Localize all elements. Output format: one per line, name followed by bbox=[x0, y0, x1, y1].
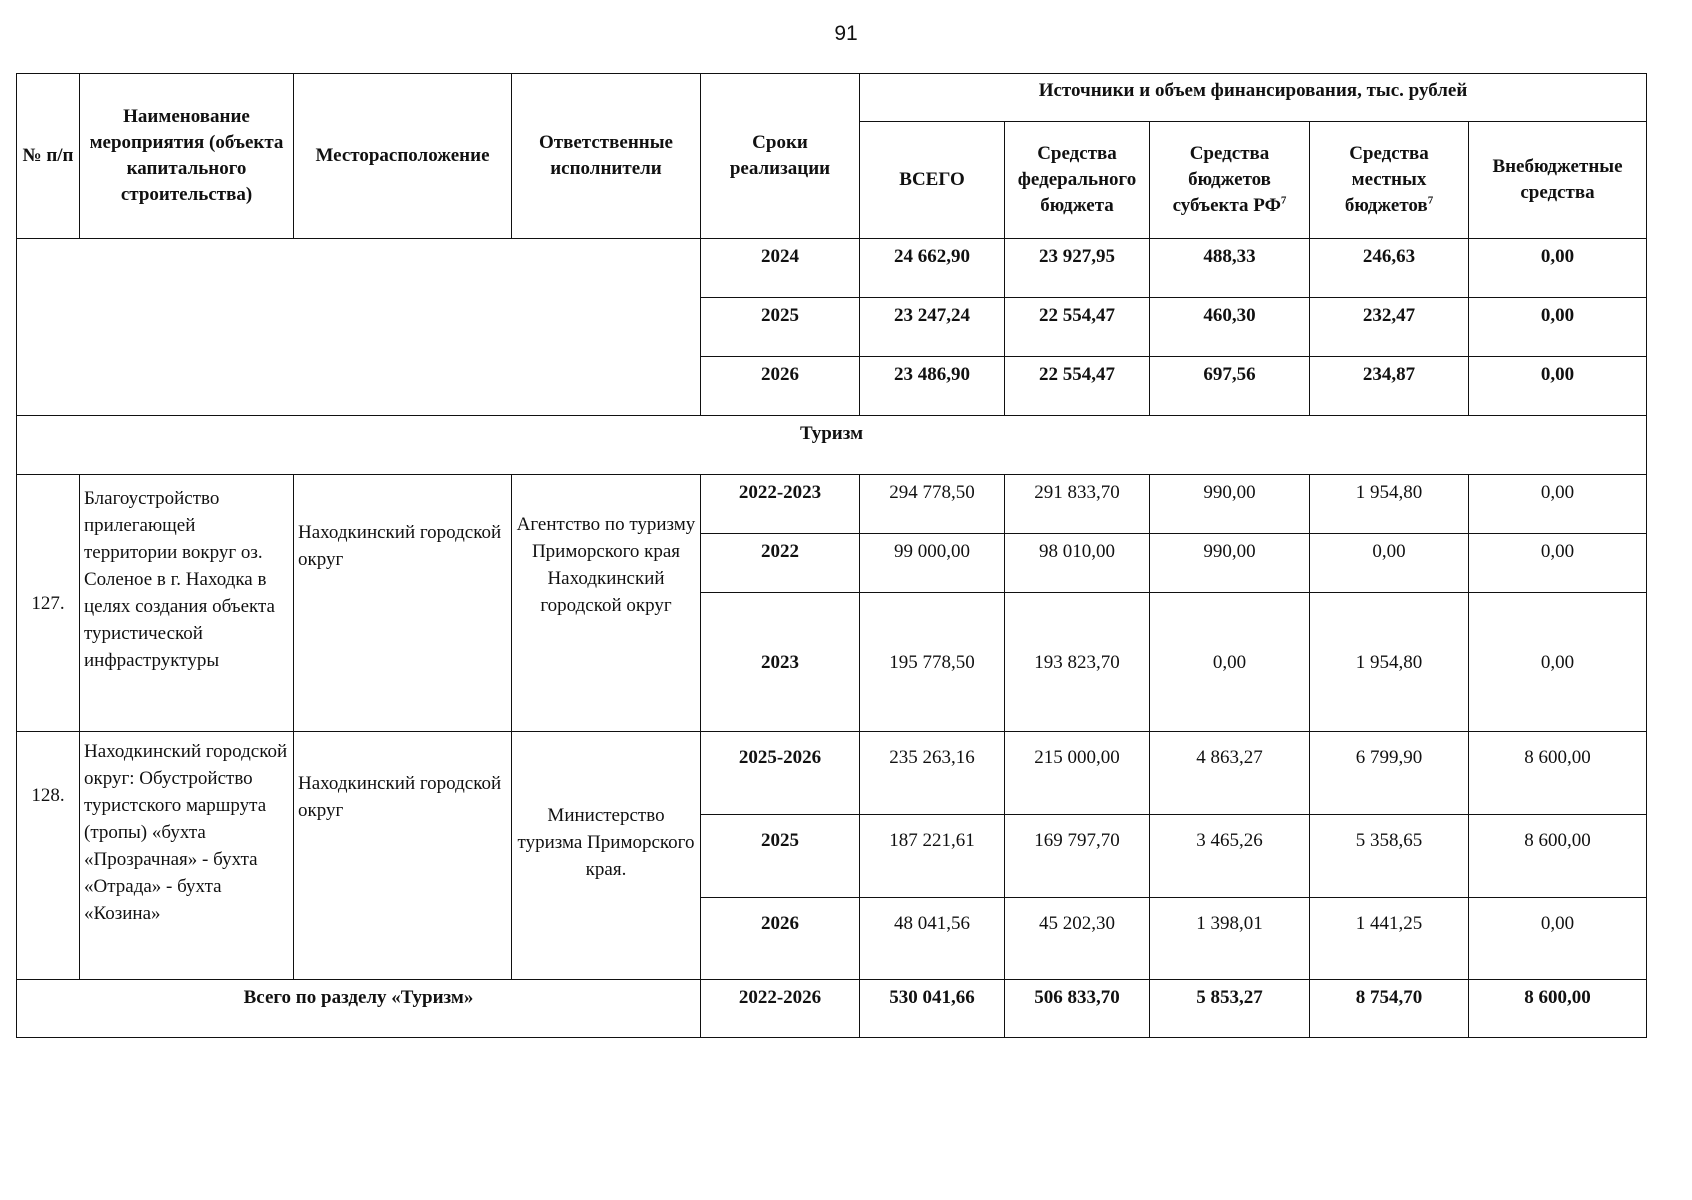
header-location: Месторасположение bbox=[294, 74, 512, 239]
cell-subject: 1 398,01 bbox=[1150, 898, 1310, 980]
header-total: ВСЕГО bbox=[860, 122, 1005, 239]
cell-total: 294 778,50 bbox=[860, 475, 1005, 534]
header-subject-text: Средства бюджетов субъекта РФ bbox=[1172, 143, 1281, 216]
cell-subject: 990,00 bbox=[1150, 475, 1310, 534]
cell-off: 0,00 bbox=[1469, 534, 1647, 593]
cell-local: 1 954,80 bbox=[1310, 593, 1469, 732]
cell-year: 2023 bbox=[701, 593, 860, 732]
empty-merged-cell bbox=[17, 239, 701, 416]
item-name: Находкинский городской округ: Обустройство туристского маршрута (тропы) «бухта «Прозрачная» - бухта «Отрада» - бухта «Козина» bbox=[80, 732, 294, 980]
item-number: 128. bbox=[17, 732, 80, 980]
cell-year: 2025 bbox=[701, 298, 860, 357]
cell-federal: 45 202,30 bbox=[1005, 898, 1150, 980]
header-federal: Средства федерального бюджета bbox=[1005, 122, 1150, 239]
cell-local: 1 441,25 bbox=[1310, 898, 1469, 980]
cell-total: 24 662,90 bbox=[860, 239, 1005, 298]
cell-total: 23 486,90 bbox=[860, 357, 1005, 416]
financing-table bbox=[16, 73, 1647, 1038]
cell-federal: 22 554,47 bbox=[1005, 298, 1150, 357]
item-executors: Агентство по туризму Приморского края Находкинский городской округ bbox=[512, 475, 701, 732]
cell-local: 246,63 bbox=[1310, 239, 1469, 298]
cell-federal: 22 554,47 bbox=[1005, 357, 1150, 416]
item-number: 127. bbox=[17, 475, 80, 732]
table-row bbox=[17, 475, 1647, 534]
section-row bbox=[17, 416, 1647, 475]
cell-total: 48 041,56 bbox=[860, 898, 1005, 980]
cell-year: 2026 bbox=[701, 357, 860, 416]
header-local bbox=[1310, 122, 1469, 239]
header-sources: Источники и объем финансирования, тыс. рублей bbox=[860, 74, 1647, 122]
cell-subject: 3 465,26 bbox=[1150, 815, 1310, 898]
cell-total: 235 263,16 bbox=[860, 732, 1005, 815]
cell-federal: 98 010,00 bbox=[1005, 534, 1150, 593]
summary-local: 8 754,70 bbox=[1310, 980, 1469, 1038]
cell-subject: 0,00 bbox=[1150, 593, 1310, 732]
cell-off: 0,00 bbox=[1469, 298, 1647, 357]
cell-year: 2024 bbox=[701, 239, 860, 298]
header-num: № п/п bbox=[17, 74, 80, 239]
cell-total: 187 221,61 bbox=[860, 815, 1005, 898]
cell-federal: 23 927,95 bbox=[1005, 239, 1150, 298]
summary-off: 8 600,00 bbox=[1469, 980, 1647, 1038]
cell-federal: 193 823,70 bbox=[1005, 593, 1150, 732]
cell-off: 0,00 bbox=[1469, 475, 1647, 534]
cell-off: 0,00 bbox=[1469, 898, 1647, 980]
cell-year: 2026 bbox=[701, 898, 860, 980]
cell-subject: 697,56 bbox=[1150, 357, 1310, 416]
cell-year: 2025-2026 bbox=[701, 732, 860, 815]
cell-year: 2025 bbox=[701, 815, 860, 898]
header-subject-sup: 7 bbox=[1280, 194, 1287, 207]
cell-federal: 169 797,70 bbox=[1005, 815, 1150, 898]
summary-row bbox=[17, 980, 1647, 1038]
header-name: Наименование мероприятия (объекта капитального строительства) bbox=[80, 74, 294, 239]
cell-total: 195 778,50 bbox=[860, 593, 1005, 732]
cell-total: 23 247,24 bbox=[860, 298, 1005, 357]
cell-subject: 4 863,27 bbox=[1150, 732, 1310, 815]
header-subject bbox=[1150, 122, 1310, 239]
cell-year: 2022-2023 bbox=[701, 475, 860, 534]
item-location: Находкинский городской округ bbox=[294, 475, 512, 732]
cell-local: 5 358,65 bbox=[1310, 815, 1469, 898]
cell-local: 232,47 bbox=[1310, 298, 1469, 357]
header-executors: Ответственные исполнители bbox=[512, 74, 701, 239]
summary-subject: 5 853,27 bbox=[1150, 980, 1310, 1038]
cell-off: 0,00 bbox=[1469, 239, 1647, 298]
header-offbudget: Внебюджетные средства bbox=[1469, 122, 1647, 239]
cell-total: 99 000,00 bbox=[860, 534, 1005, 593]
cell-local: 1 954,80 bbox=[1310, 475, 1469, 534]
summary-label: Всего по разделу «Туризм» bbox=[17, 980, 701, 1038]
cell-local: 6 799,90 bbox=[1310, 732, 1469, 815]
cell-off: 0,00 bbox=[1469, 593, 1647, 732]
cell-off: 8 600,00 bbox=[1469, 815, 1647, 898]
cell-subject: 990,00 bbox=[1150, 534, 1310, 593]
cell-federal: 215 000,00 bbox=[1005, 732, 1150, 815]
cell-subject: 488,33 bbox=[1150, 239, 1310, 298]
cell-off: 0,00 bbox=[1469, 357, 1647, 416]
cell-off: 8 600,00 bbox=[1469, 732, 1647, 815]
cell-year: 2022 bbox=[701, 534, 860, 593]
section-title: Туризм bbox=[17, 416, 1647, 475]
table-row bbox=[17, 239, 1647, 298]
cell-local: 234,87 bbox=[1310, 357, 1469, 416]
page-number: 91 bbox=[834, 22, 858, 45]
cell-local: 0,00 bbox=[1310, 534, 1469, 593]
item-executors: Министерство туризма Приморского края. bbox=[512, 732, 701, 980]
summary-federal: 506 833,70 bbox=[1005, 980, 1150, 1038]
item-location: Находкинский городской округ bbox=[294, 732, 512, 980]
header-terms: Сроки реализации bbox=[701, 74, 860, 239]
summary-total: 530 041,66 bbox=[860, 980, 1005, 1038]
cell-federal: 291 833,70 bbox=[1005, 475, 1150, 534]
item-name: Благоустройство прилегающей территории вокруг оз. Соленое в г. Находка в целях создания объекта туристической инфраструктуры bbox=[80, 475, 294, 732]
header-local-text: Средства местных бюджетов bbox=[1344, 143, 1429, 216]
table-row bbox=[17, 732, 1647, 815]
cell-subject: 460,30 bbox=[1150, 298, 1310, 357]
header-local-sup: 7 bbox=[1427, 194, 1434, 207]
summary-year: 2022-2026 bbox=[701, 980, 860, 1038]
